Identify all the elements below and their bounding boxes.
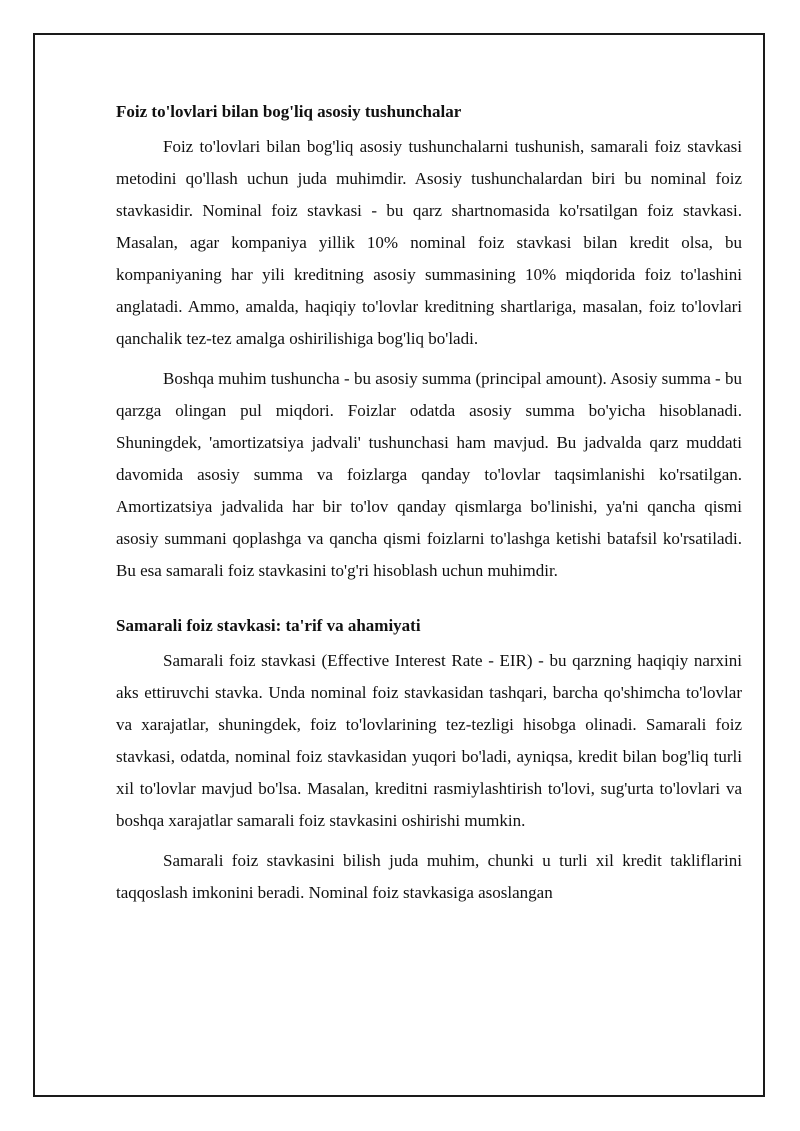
section-effective-rate [116,613,742,909]
paragraph: Boshqa muhim tushuncha - bu asosiy summa (principal amount). Asosiy summa - bu qarzga olingan pul miqdori. Foizlar odatda asosiy summa bo'yicha hisoblanadi. Shuningdek, 'amortizatsiya jadvali' tushunchasi ham mavjud. Bu jadvalda qarz muddati davomida asosiy summa va foizlarga qanday to'lovlar taqsimlanishi ko'rsatilgan. Amortizatsiya jadvalida har bir to'lov qanday qismlarga bo'linishi, ya'ni qancha qismi asosiy summani qoplashga va qancha qismi foizlarni to'lashga ketishi batafsil ko'rsatiladi. Bu esa samarali foiz stavkasini to'g'ri hisoblash uchun muhimdir. [116,369,742,580]
section-heading: Foiz to'lovlari bilan bog'liq asosiy tushunchalar [116,102,462,121]
paragraph: Samarali foiz stavkasini bilish juda muhim, chunki u turli xil kredit takliflarini taqqoslash imkonini beradi. Nominal foiz stavkasiga asoslangan [116,851,742,902]
paragraph: Samarali foiz stavkasi (Effective Interest Rate - EIR) - bu qarzning haqiqiy narxini aks ettiruvchi stavka. Unda nominal foiz stavkasidan tashqari, barcha qo'shimcha to'lovlar va xarajatlar, shuningdek, foiz to'lovlarining tez-tezligi hisobga olinadi. Samarali foiz stavkasi, odatda, nominal foiz stavkasidan yuqori bo'ladi, ayniqsa, kredit bilan bog'liq turli xil to'lovlar mavjud bo'lsa. Masalan, kreditni rasmiylashtirish to'lovi, sug'urta to'lovlari va boshqa xarajatlar samarali foiz stavkasini oshirishi mumkin. [116,651,742,830]
document-body [116,99,742,917]
section-heading: Samarali foiz stavkasi: ta'rif va ahamiyati [116,616,421,635]
paragraph: Foiz to'lovlari bilan bog'liq asosiy tushunchalarni tushunish, samarali foiz stavkasi metodini qo'llash uchun juda muhimdir. Asosiy tushunchalardan biri bu nominal foiz stavkasidir. Nominal foiz stavkasi - bu qarz shartnomasida ko'rsatilgan foiz stavkasi. Masalan, agar kompaniya yillik 10% nominal foiz stavkasi bilan kredit olsa, bu kompaniyaning har yili kreditning asosiy summasining 10% miqdorida foiz to'lashini anglatadi. Ammo, amalda, haqiqiy to'lovlar kreditning shartlariga, masalan, foiz to'lovlari qanchalik tez-tez amalga oshirilishiga bog'liq bo'ladi. [116,137,742,348]
section-key-concepts [116,99,742,587]
